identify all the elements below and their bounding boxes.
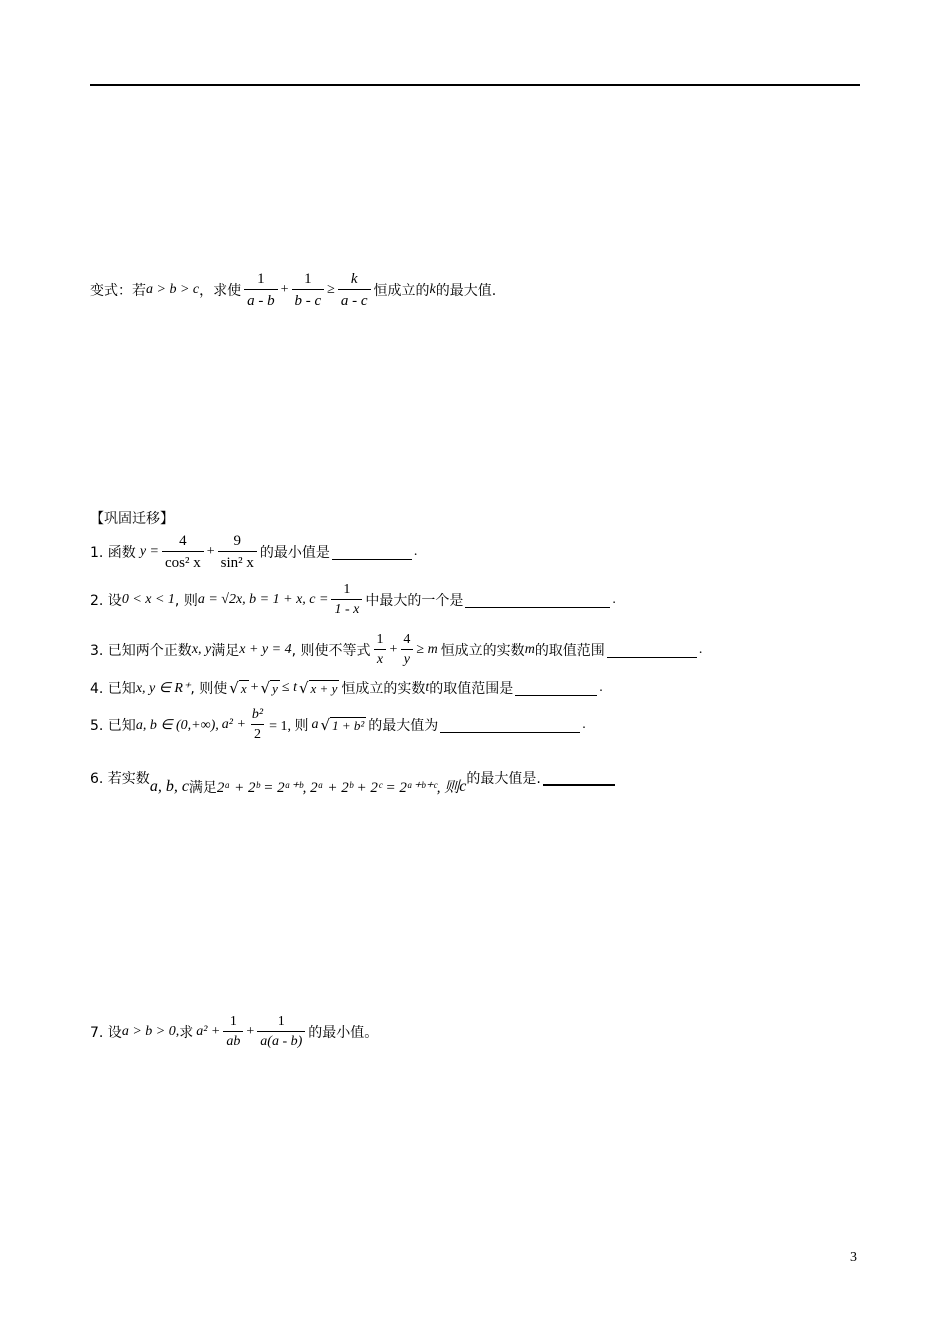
p1-fraction-1: $\frac{4}{\text{cos² x}}$ — [162, 532, 204, 572]
answer-blank[interactable] — [465, 593, 610, 608]
problem-4: 4. 已知 x, y ∈ R⁺ , 则使 √ x + √ y ≤ t √ x + y 恒成立的实数 t 的取值范围是 . — [90, 679, 603, 697]
sqrt-y: √ y — [260, 679, 278, 697]
p3-fraction-1: $\frac{1}{x}$ — [373, 632, 386, 668]
answer-blank[interactable] — [607, 643, 697, 658]
variant-condition: a > b > c — [146, 282, 200, 297]
answer-blank[interactable] — [332, 545, 412, 560]
problem-1: 1. 函数 y = $\frac{4}{\text{cos² x}}$ + $\frac{9}{\text{sin² x}}$ 的最小值是 . — [90, 533, 418, 571]
p3-fraction-2: $\frac{4}{y}$ — [400, 632, 413, 668]
variant-mid: ，求使 — [199, 283, 242, 299]
problem-7: 7. 设 a > b > 0, 求 a² + $\frac{1}{ab}$ + $\frac{1}{a(a - b)}$ 的最小值。 — [90, 1014, 379, 1049]
section-heading: 【巩固迁移】 — [90, 511, 174, 527]
answer-blank[interactable] — [543, 770, 615, 786]
variant-problem: 变式：若 a > b > c ，求使 $\frac{1}{a - b}$ + $\frac{1}{b - c}$ ≥ $\frac{k}{a - c}$ 恒成立的 k 的最大值. — [90, 271, 497, 309]
sqrt-one-plus-b-squared: √ 1 + b² — [320, 716, 365, 734]
page-number: 3 — [850, 1250, 857, 1265]
sqrt-x: √ x — [229, 679, 247, 697]
variant-fraction-2: $\frac{1}{b - c}$ — [292, 270, 325, 310]
p7-fraction-2: $\frac{1}{a(a - b)}$ — [257, 1014, 305, 1050]
p7-fraction-1: $\frac{1}{ab}$ — [223, 1014, 243, 1050]
answer-blank[interactable] — [440, 718, 580, 733]
variant-fraction-1: $\frac{1}{a - b}$ — [244, 270, 278, 310]
p5-fraction: $\frac{\text{b²}}{2}$ — [251, 707, 264, 742]
variant-fraction-3: $\frac{k}{a - c}$ — [338, 270, 371, 310]
p2-fraction: $\frac{1}{1 - x}$ — [331, 582, 362, 618]
variant-prefix: 变式：若 — [90, 283, 146, 299]
header-rule — [90, 84, 860, 86]
problem-6: 6. 若实数 a, b, c 满足 2ᵃ + 2ᵇ = 2ᵃ⁺ᵇ, 2ᵃ + 2ᵇ + 2ᶜ = 2ᵃ⁺ᵇ⁺ᶜ, 则 c 的最大值是. — [90, 758, 617, 797]
answer-blank[interactable] — [515, 681, 597, 696]
sqrt-x-plus-y: √ x + y — [298, 679, 338, 697]
p1-fraction-2: $\frac{9}{\text{sin² x}}$ — [218, 532, 257, 572]
problem-2: 2. 设 0 < x < 1 , 则 a = √2x, b = 1 + x, c = $\frac{1}{1 - x}$ 中最大的一个是 . — [90, 582, 616, 617]
problem-5: 5. 已知 a, b ∈ (0,+∞), a² + $\frac{\text{b²}}{2}$ = 1, 则 a √ 1 + b² 的最大值为 . — [90, 707, 586, 742]
problem-3: 3. 已知两个正数 x, y 满足 x + y = 4 , 则使不等式 $\frac{1}{x}$ + $\frac{4}{y}$ ≥ m 恒成立的实数 m 的取值范围 . — [90, 632, 703, 667]
